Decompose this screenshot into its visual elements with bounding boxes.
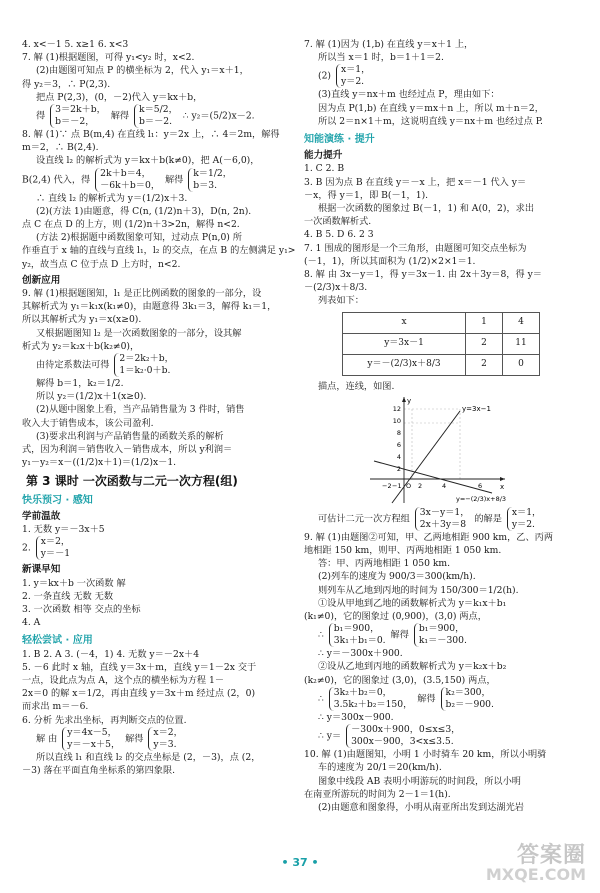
answer-line: (2)由题意和图象得，小明从南亚所出发到达湖光岩 <box>318 801 524 813</box>
answer-line: 得 y₂＝3，∴ P(2,3). <box>22 78 111 90</box>
answer-line: 3. 一次函数 相等 交点的坐标 <box>22 603 141 615</box>
answer-line: 解得 b＝1，k₂＝1/2. <box>36 378 124 390</box>
answer-line: (3)直线 y＝nx＋m 也经过点 P，理由如下： <box>318 89 500 101</box>
text: 2. <box>22 542 31 554</box>
text: 解得 <box>417 693 436 705</box>
answer-line: y₁－y₂＝x－((1/2)x＋1)＝(1/2)x－1. <box>22 457 177 469</box>
answer-line: ①设从甲地到乙地的函数解析式为 y＝k₁x＋b₁ <box>318 597 507 609</box>
page-number: • 37 • <box>281 856 319 869</box>
equation-system-line <box>22 104 290 128</box>
text: B(2,4) 代入，得 <box>22 174 91 186</box>
answer-line: 9. 解 (1)由题图②可知，甲、乙两地相距 900 km，乙、丙两 <box>304 531 554 543</box>
answer-line: 描点，连线，如图. <box>318 380 395 392</box>
answer-line: ∴ 直线 l₂ 的解析式为 y＝(1/2)x＋3. <box>36 192 188 204</box>
equation: x＝2， <box>153 726 183 738</box>
equation-system-line <box>22 536 290 560</box>
table-cell: 2 <box>466 333 503 354</box>
y-tick: 4 <box>396 452 401 461</box>
y-tick: 12 <box>392 404 401 413</box>
answer-line: (k₁≠0)，它的图象过 (0,900)，(3,0) 两点， <box>304 611 487 623</box>
table-cell: 2 <box>466 354 503 375</box>
y-tick: 10 <box>392 416 401 425</box>
answer-line: 6. 分析 先求出坐标，再判断交点的位置. <box>22 714 187 726</box>
answer-line: 一次函数解析式. <box>304 216 372 228</box>
equation-system-line <box>22 168 290 192</box>
equation-system-line <box>22 353 290 377</box>
text: 可估计二元一次方程组 <box>318 513 410 525</box>
y-tick: 8 <box>396 428 401 437</box>
equation: 3.5k₂＋b₂＝150， <box>333 698 413 710</box>
answer-line: 列表如下： <box>318 295 364 307</box>
equation: b＝3. <box>193 179 218 191</box>
answer-line: 其解析式为 y₁＝k₁x(k₁≠0)，由题意得 3k₁＝3，解得 k₁＝1， <box>22 301 277 313</box>
y-tick: 2 <box>396 464 401 473</box>
answer-line: 所以其解析式为 y₁＝x(x≥0). <box>22 314 142 326</box>
x-tick: 6 <box>478 481 483 490</box>
answer-line: 而求出 m＝－6. <box>22 701 89 713</box>
x-tick: −1 <box>392 481 402 490</box>
equation-system <box>95 168 160 192</box>
text: ∴ <box>318 693 324 705</box>
answer-line: 8. 解 由 3x－y＝1，得 y＝3x－1. 由 2x＋3y＝8，得 y＝ <box>304 269 542 281</box>
answer-line: 收入大于销售成本，该公司盈利. <box>22 417 154 429</box>
equation: y＝－x＋5， <box>67 738 121 750</box>
equation: 2k＋b＝4， <box>100 167 151 179</box>
answer-line: ∴ y＝300x－900. <box>318 711 394 723</box>
table-cell: 4 <box>503 312 540 333</box>
y-tick: 6 <box>396 440 401 449</box>
section-banner: 轻松尝试 · 应用 <box>22 635 93 647</box>
text: 的解是 <box>474 513 502 525</box>
equation: b₁＝900， <box>333 623 380 635</box>
answer-line: 7. 解 (1)根据题图，可得 y₁<y₂ 时，x<2. <box>22 52 195 64</box>
answer-line: (－1，1)，所以其面积为 (1/2)×2×1＝1. <box>304 255 476 267</box>
answer-line: (方法 2)根据题中函数图象可知，过动点 P(n,0) 所 <box>36 232 242 244</box>
equation: b₂＝－900. <box>445 698 494 710</box>
answer-line: 根据一次函数的图象过 B(－1，1) 和 A(0，2)，求出 <box>318 203 535 215</box>
answer-line: 4. x<－1 5. x≥1 6. x<3 <box>22 39 129 50</box>
answer-line: 1. B 2. A 3. (－4，1) 4. 无数 y＝－2x＋4 <box>22 648 200 660</box>
equation-solution <box>507 507 541 531</box>
answer-line: (2)从题中图象上看，当产品销售量为 3 件时，销售 <box>36 404 245 416</box>
x-axis-label: x <box>500 482 505 491</box>
watermark-url: MXQE.COM <box>485 865 586 884</box>
grid-lines <box>404 409 460 479</box>
section-heading: 学前温故 <box>22 510 61 522</box>
watermark-logo <box>466 845 586 885</box>
equation: k＝1/2， <box>193 167 232 179</box>
equation-system-line <box>304 724 580 748</box>
table-row <box>343 312 540 333</box>
equation-system <box>329 623 386 647</box>
answer-line: 4. B 5. D 6. 2 3 <box>304 229 374 241</box>
equation: －6k＋b＝0， <box>100 179 161 191</box>
equation-system <box>336 64 370 88</box>
answer-line: 则列车从乙地到丙地的时间为 150/300＝1/2(h). <box>318 584 519 596</box>
x-axis-arrow <box>500 477 505 481</box>
answer-line: ②设从乙地到丙地的函数解析式为 y＝k₂x＋b₂ <box>318 661 507 673</box>
equation: 3x－y＝1， <box>419 506 470 518</box>
equation: 2＝2k₂＋b， <box>119 353 174 365</box>
equation-system <box>415 507 470 531</box>
line2-label: y=−(2/3)x+8/3 <box>456 494 507 503</box>
table-cell: 1 <box>466 312 503 333</box>
answer-line: 车的速度为 20/1＝20(km/h). <box>318 762 442 774</box>
table-cell: 0 <box>503 354 540 375</box>
equation: 3＝2k＋b， <box>55 104 106 116</box>
answer-line: ∴ y＝－300x＋900. <box>318 648 403 660</box>
equation-system <box>50 104 106 128</box>
answer-line: 把点 P(2,3)，(0，－2)代入 y＝kx＋b， <box>36 91 203 103</box>
answer-line: 3. B 因为点 B 在直线 y＝－x 上，把 x＝－1 代入 y＝ <box>304 176 527 188</box>
text: 由待定系数法可得 <box>36 359 110 371</box>
equation: x＝1， <box>340 64 371 76</box>
table-row <box>343 354 540 375</box>
answer-line: (2)列车的速度为 900/3＝300(km/h). <box>318 571 476 583</box>
line-y-3x-1 <box>392 411 460 503</box>
equation: b₁＝900， <box>418 623 465 635</box>
section-banner: 快乐预习 · 感知 <box>22 494 93 506</box>
section-heading: 创新应用 <box>22 274 61 286</box>
table-cell: 11 <box>503 333 540 354</box>
lesson-title: 第 3 课时 一次函数与二元一次方程(组) <box>26 474 238 489</box>
left-column <box>22 38 296 777</box>
equation: k＝5/2， <box>139 104 178 116</box>
equation-system-line <box>304 623 580 647</box>
table-row <box>343 333 540 354</box>
text: ∴ y＝ <box>318 730 342 742</box>
text: 得 <box>36 110 46 122</box>
answer-line: 因为点 P(1,b) 在直线 y＝mx＋n 上，所以 m＋n＝2， <box>318 102 544 114</box>
answer-line: (2)由题图可知点 P 的横坐标为 2，代入 y₁＝x＋1， <box>36 65 249 77</box>
equation: b＝－2， <box>55 116 95 128</box>
equation: 1＝k₂·0＋b. <box>119 365 171 377</box>
y-tick-labels <box>393 405 401 473</box>
text: 解得 <box>164 174 184 186</box>
equation: 2x＋3y＝8 <box>419 518 467 530</box>
equation-system <box>36 536 70 560</box>
equation-system-line <box>304 687 580 711</box>
answer-line: 地相距 150 km，则甲、丙两地相距 1 050 km. <box>304 545 502 557</box>
equation: x＝1， <box>511 506 542 518</box>
equation: 3k₂＋b₂＝0， <box>333 686 392 698</box>
equation-system-line <box>304 507 580 531</box>
equation: k₂＝300， <box>445 686 491 698</box>
answer-line: 7. 解 (1)因为 (1,b) 在直线 y＝x＋1 上， <box>304 39 474 50</box>
text: (2) <box>318 70 332 82</box>
answer-line: 在南亚所游玩的时间为 2－1＝1(h). <box>304 788 451 800</box>
equation-solution <box>414 623 467 647</box>
x-tick: 4 <box>442 481 447 490</box>
answer-line: m＝2，∴ B(2,4). <box>22 142 99 154</box>
text: 解得 <box>125 733 144 745</box>
text: 解 由 <box>36 733 58 745</box>
text: 解得 <box>390 629 409 641</box>
answer-line: 2x＝0 的解 x＝1/2，再由直线 y＝3x＋m 经过点 (2，0) <box>22 688 256 700</box>
section-heading: 能力提升 <box>304 150 343 162</box>
answer-line: 5. －6 此时 x 轴，直线 y＝3x＋m，直线 y＝1－2x 交于 <box>22 661 257 673</box>
answer-line: 又根据题图知 l₂ 是一次函数图象的一部分，设其解 <box>36 327 242 339</box>
piecewise-function <box>346 724 460 748</box>
answer-line: y₂，故当点 C 位于点 D 上方时，n<2. <box>22 258 181 270</box>
answer-line: 点 C 在点 D 的上方，则 (1/2)n＋3>2n，解得 n<2. <box>22 219 240 231</box>
answer-line: 1. y＝kx＋b 一次函数 解 <box>22 577 126 589</box>
equation-system <box>114 353 173 377</box>
answer-line: (3)要求出利润与产品销售量的函数关系的解析 <box>36 430 224 442</box>
equation: y＝2. <box>340 76 365 88</box>
answer-line: 所以 y₂＝(1/2)x＋1(x≥0). <box>36 391 147 403</box>
equation-system-line <box>22 727 290 751</box>
answer-line: 式，因为利润＝销售收入－销售成本，所以 y利润＝ <box>22 444 233 456</box>
equation: 300x－900，3<x≤3.5. <box>351 736 454 748</box>
equation: b＝－2. <box>139 116 173 128</box>
equation: y＝2. <box>511 518 535 530</box>
line1-label: y=3x−1 <box>462 404 491 413</box>
answer-line: －3) 落在平面直角坐标系的第四象限. <box>22 764 176 776</box>
equation: x＝2， <box>40 536 71 548</box>
answer-line: 7. 1 围成的图形是一个三角形，由题图可知交点坐标为 <box>304 242 527 254</box>
values-table <box>342 312 540 376</box>
answer-line: 4. A <box>22 617 41 629</box>
answer-line: 析式为 y₂＝k₂x＋b(k₂≠0)， <box>22 340 140 352</box>
function-graph <box>360 393 510 507</box>
table-cell: x <box>343 312 466 333</box>
equation: y＝4x－5， <box>67 726 117 738</box>
text: ∴ y₂＝(5/2)x－2. <box>182 110 255 122</box>
answer-line: 所以直线 l₁ 和直线 l₂ 的交点坐标是 (2，－3)，点 (2， <box>36 751 261 763</box>
equation-solution <box>134 104 178 128</box>
watermark-text: 答案圈 <box>516 843 586 868</box>
answer-line: 10. 解 (1)由题图知，小明 1 小时骑车 20 km，所以小明骑 <box>304 749 547 761</box>
right-column <box>304 38 580 814</box>
answer-line: 2. 一条直线 无数 无数 <box>22 590 114 602</box>
y-axis-arrow <box>402 397 406 402</box>
equation: －300x＋900，0≤x≤3， <box>351 724 461 736</box>
answer-line: (2)(方法 1)由题意，得 C(n, (1/2)n＋3)，D(n, 2n). <box>36 205 252 217</box>
equation: y＝－1 <box>40 548 71 560</box>
answer-line: 9. 解 (1)根据题图知，l₁ 是正比例函数的图象的一部分，设 <box>22 288 262 300</box>
table-cell: y＝－(2/3)x＋8/3 <box>343 354 466 375</box>
equation-system <box>62 727 120 751</box>
answer-line: 8. 解 (1)∵ 点 B(m,4) 在直线 l₁：y＝2x 上，∴ 4＝2m，解得 <box>22 129 280 141</box>
text: ∴ <box>318 629 324 641</box>
answer-line: 答：甲、丙两地相距 1 050 km. <box>318 558 451 570</box>
equation-solution <box>188 168 232 192</box>
x-tick: 2 <box>418 481 423 490</box>
answer-line: 1. 无数 y＝－3x＋5 <box>22 524 105 536</box>
text: 解得 <box>110 110 130 122</box>
answer-line: 所以当 x＝1 时，b＝1＋1＝2. <box>318 52 444 64</box>
answer-line: 作垂直于 x 轴的直线与直线 l₁，l₂ 的交点，在点 B 的左侧满足 y₁> <box>22 245 296 257</box>
equation: k₁＝－300. <box>418 635 467 647</box>
section-banner: 知能演练 · 提升 <box>304 134 375 146</box>
equation-solution <box>441 687 494 711</box>
answer-line: (k₂≠0)，它的图象过 (3,0)，(3.5,150) 两点， <box>304 674 496 686</box>
y-axis-label: y <box>407 396 412 405</box>
answer-line: 1. C 2. B <box>304 163 345 175</box>
x-tick: −2 <box>382 481 392 490</box>
equation-system <box>329 687 413 711</box>
table-cell: y＝3x－1 <box>343 333 466 354</box>
answer-line: －x，得 y＝1，即 B(－1，1). <box>304 189 429 201</box>
equation-solution <box>148 727 182 751</box>
equation: 3k₁＋b₁＝0. <box>333 635 386 647</box>
answer-line: 设直线 l₂ 的解析式为 y＝kx＋b(k≠0)，把 A(－6,0)， <box>36 155 260 167</box>
answer-line: －(2/3)x＋8/3. <box>304 282 368 294</box>
equation: y＝3. <box>153 738 177 750</box>
answer-line: 一点，设此点为点 A，这个点的横坐标为方程 1－ <box>22 674 225 686</box>
equation-system-line <box>304 64 580 88</box>
section-heading: 新课早知 <box>22 564 61 576</box>
answer-line: 图象中线段 AB 表明小明游玩的时间段，所以小明 <box>318 775 521 787</box>
x-tick: O <box>406 481 412 490</box>
answer-line: 所以 2＝n×1＋m，这说明直线 y＝nx＋m 也经过点 P. <box>318 115 543 127</box>
